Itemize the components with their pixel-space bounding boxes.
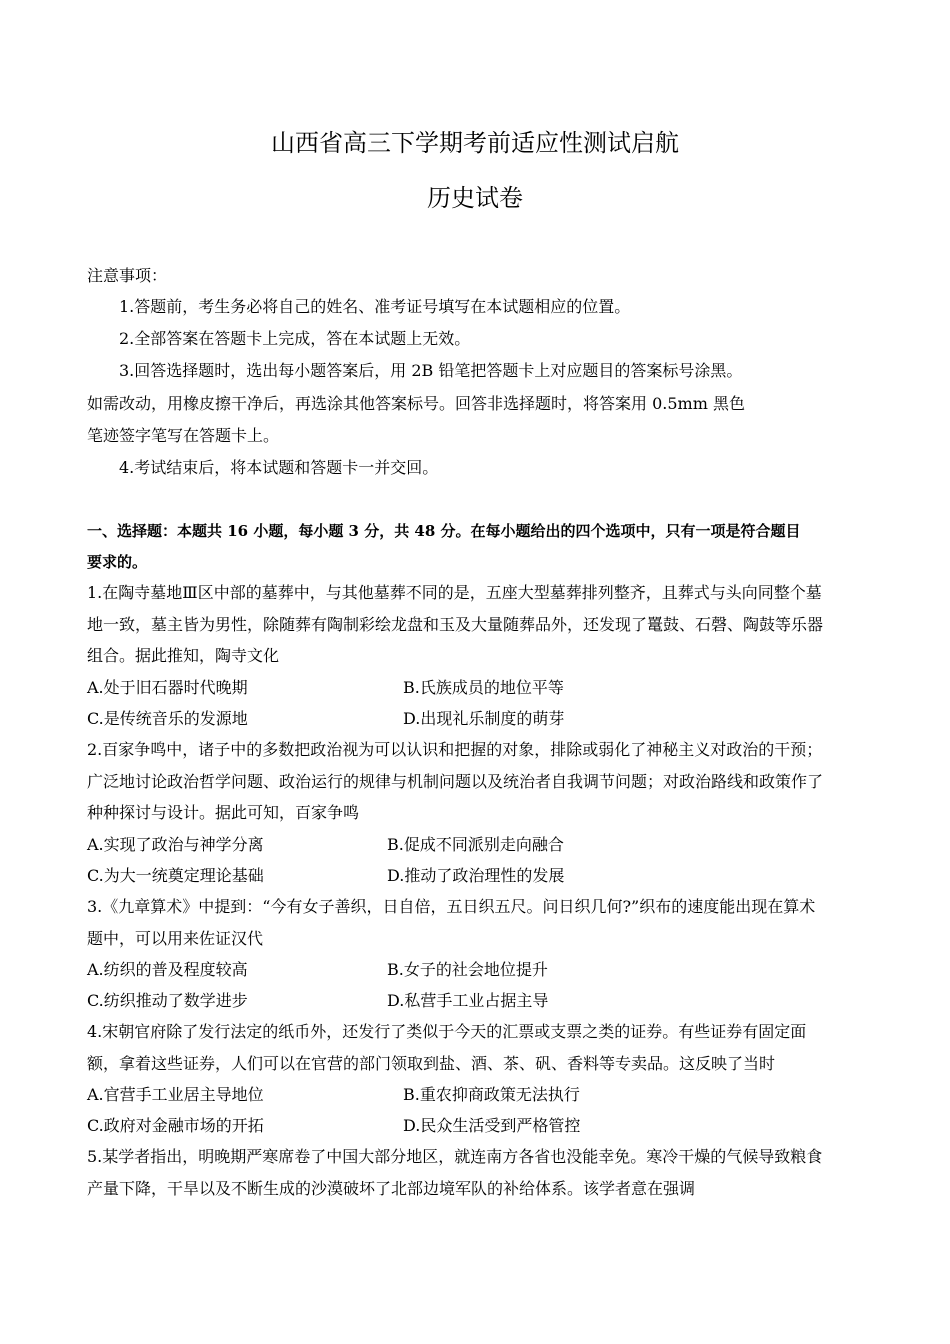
option-d: D.民众生活受到严格管控 <box>403 1116 581 1135</box>
exam-title: 山西省高三下学期考前适应性测试启航 <box>271 129 679 157</box>
option-c: C.政府对金融市场的开拓 <box>87 1116 264 1135</box>
option-b: B.促成不同派别走向融合 <box>387 835 564 854</box>
notice-item: 2.全部答案在答题卡上完成，答在本试题上无效。 <box>119 329 471 348</box>
option-a: A.处于旧石器时代晚期 <box>87 678 248 697</box>
question-text: 组合。据此推知，陶寺文化 <box>87 646 280 665</box>
exam-subtitle: 历史试卷 <box>427 184 523 212</box>
question-text: 5.某学者指出，明晚期严寒席卷了中国大部分地区，就连南方各省也没能幸免。寒冷干燥的气候导致粮食 <box>87 1147 823 1166</box>
question-text: 3.《九章算术》中提到：“今有女子善织，日自倍，五日织五尺。问日织几何?”织布的速度能出现在算术 <box>87 897 816 916</box>
option-a: A.官营手工业居主导地位 <box>87 1085 264 1104</box>
notice-item-continued: 如需改动，用橡皮擦干净后，再选涂其他答案标号。回答非选择题时，将答案用 0.5mm 黑色 <box>87 394 745 413</box>
question-text: 种种探讨与设计。据此可知，百家争鸣 <box>87 803 360 822</box>
notice-item: 3.回答选择题时，选出每小题答案后，用 2B 铅笔把答题卡上对应题目的答案标号涂黑。 <box>119 361 743 380</box>
option-a: A.实现了政治与神学分离 <box>87 835 264 854</box>
question-text: 额，拿着这些证券，人们可以在官营的部门领取到盐、酒、茶、矾、香料等专卖品。这反映了当时 <box>87 1054 776 1073</box>
question-text: 地一致，墓主皆为男性，除随葬有陶制彩绘龙盘和玉及大量随葬品外，还发现了鼍鼓、石磬、陶鼓等乐器 <box>87 615 824 634</box>
option-b: B.氏族成员的地位平等 <box>403 678 564 697</box>
section-heading: 一、选择题：本题共 16 小题，每小题 3 分，共 48 分。在每小题给出的四个选项中，只有一项是符合题目 <box>87 522 801 540</box>
question-text: 1.在陶寺墓地Ⅲ区中部的墓葬中，与其他墓葬不同的是，五座大型墓葬排列整齐，且葬式与头向同整个墓 <box>87 583 822 602</box>
notice-item-continued: 笔迹签字笔写在答题卡上。 <box>87 426 280 445</box>
option-d: D.推动了政治理性的发展 <box>387 866 565 885</box>
option-c: C.纺织推动了数学进步 <box>87 991 248 1010</box>
option-d: D.私营手工业占据主导 <box>387 991 549 1010</box>
option-c: C.为大一统奠定理论基础 <box>87 866 264 885</box>
question-text: 产量下降，干旱以及不断生成的沙漠破坏了北部边境军队的补给体系。该学者意在强调 <box>87 1179 696 1198</box>
question-text: 题中，可以用来佐证汉代 <box>87 929 264 948</box>
option-b: B.女子的社会地位提升 <box>387 960 548 979</box>
option-c: C.是传统音乐的发源地 <box>87 709 248 728</box>
notice-item: 1.答题前，考生务必将自己的姓名、准考证号填写在本试题相应的位置。 <box>119 297 631 316</box>
option-b: B.重农抑商政策无法执行 <box>403 1085 580 1104</box>
question-text: 4.宋朝官府除了发行法定的纸币外，还发行了类似于今天的汇票或支票之类的证券。有些证券有固定面 <box>87 1022 807 1041</box>
notice-heading: 注意事项： <box>87 266 168 285</box>
question-text: 广泛地讨论政治哲学问题、政治运行的规律与机制问题以及统治者自我调节问题；对政治路线和政策作了 <box>87 772 824 791</box>
section-heading-continued: 要求的。 <box>87 553 148 571</box>
option-d: D.出现礼乐制度的萌芽 <box>403 709 565 728</box>
notice-item: 4.考试结束后，将本试题和答题卡一并交回。 <box>119 458 439 477</box>
question-text: 2.百家争鸣中，诸子中的多数把政治视为可以认识和把握的对象，排除或弱化了神秘主义对政治的干预； <box>87 740 823 759</box>
option-a: A.纺织的普及程度较高 <box>87 960 248 979</box>
